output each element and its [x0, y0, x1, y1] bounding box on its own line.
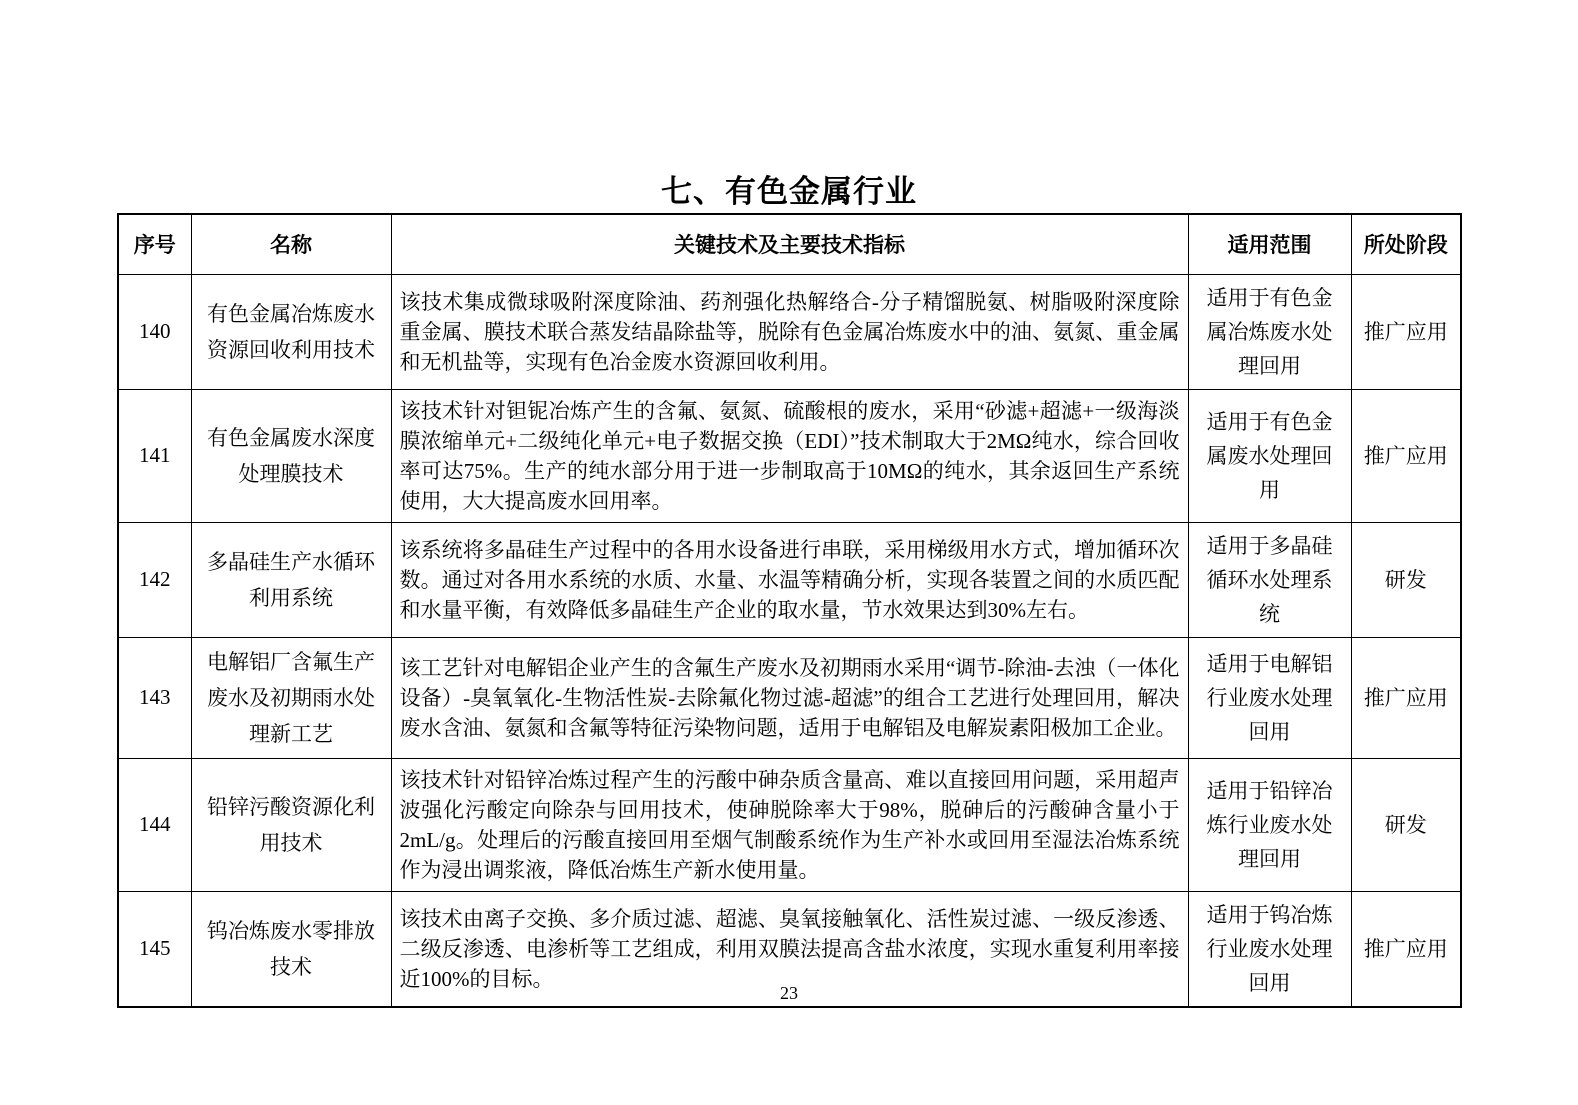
- row-number: 145: [118, 891, 191, 1007]
- table-row: [118, 758, 1461, 891]
- technology-description: 该技术针对铅锌冶炼过程产生的污酸中砷杂质含量高、难以直接回用问题，采用超声波强化污酸定向除杂与回用技术，使砷脱除率大于98%，脱砷后的污酸砷含量小于2mL/g。处理后的污酸直接回用至烟气制酸系统作为生产补水或回用至湿法冶炼系统作为浸出调浆液，降低冶炼生产新水使用量。: [391, 758, 1188, 891]
- technology-description: 该技术由离子交换、多介质过滤、超滤、臭氧接触氧化、活性炭过滤、一级反渗透、二级反渗透、电渗析等工艺组成，利用双膜法提高含盐水浓度，实现水重复利用率接近100%的目标。: [391, 891, 1188, 1007]
- applicable-scope: 适用于钨冶炼行业废水处理回用: [1188, 891, 1351, 1007]
- table-row: [118, 637, 1461, 758]
- applicable-scope: 适用于有色金属废水处理回用: [1188, 389, 1351, 522]
- technology-description: 该技术针对钽铌冶炼产生的含氟、氨氮、硫酸根的废水，采用“砂滤+超滤+一级海淡膜浓缩单元+二级纯化单元+电子数据交换（EDI）”技术制取大于2MΩ纯水，综合回收率可达75%。生产的纯水部分用于进一步制取高于10MΩ的纯水，其余返回生产系统使用，大大提高废水回用率。: [391, 389, 1188, 522]
- row-number: 142: [118, 522, 191, 637]
- row-number: 140: [118, 274, 191, 389]
- stage: 研发: [1351, 758, 1461, 891]
- stage: 推广应用: [1351, 891, 1461, 1007]
- technology-name: 有色金属废水深度处理膜技术: [191, 389, 391, 522]
- table-row: [118, 522, 1461, 637]
- row-number: 143: [118, 637, 191, 758]
- stage: 推广应用: [1351, 274, 1461, 389]
- header-tech: 关键技术及主要技术指标: [391, 214, 1188, 274]
- header-stage: 所处阶段: [1351, 214, 1461, 274]
- technology-name: 电解铝厂含氟生产废水及初期雨水处理新工艺: [191, 637, 391, 758]
- technology-name: 钨冶炼废水零排放技术: [191, 891, 391, 1007]
- technology-description: 该技术集成微球吸附深度除油、药剂强化热解络合-分子精馏脱氨、树脂吸附深度除重金属、膜技术联合蒸发结晶除盐等，脱除有色金属冶炼废水中的油、氨氮、重金属和无机盐等，实现有色冶金废水资源回收利用。: [391, 274, 1188, 389]
- table-row: [118, 389, 1461, 522]
- stage: 研发: [1351, 522, 1461, 637]
- row-number: 141: [118, 389, 191, 522]
- header-scope: 适用范围: [1188, 214, 1351, 274]
- technology-table: [117, 213, 1462, 1008]
- applicable-scope: 适用于有色金属冶炼废水处理回用: [1188, 274, 1351, 389]
- section-title: 七、有色金属行业: [661, 174, 917, 209]
- stage: 推广应用: [1351, 637, 1461, 758]
- stage: 推广应用: [1351, 389, 1461, 522]
- header-no: 序号: [118, 214, 191, 274]
- technology-name: 铅锌污酸资源化利用技术: [191, 758, 391, 891]
- applicable-scope: 适用于多晶硅循环水处理系统: [1188, 522, 1351, 637]
- table-header-row: [118, 214, 1461, 274]
- technology-description: 该系统将多晶硅生产过程中的各用水设备进行串联，采用梯级用水方式，增加循环次数。通过对各用水系统的水质、水量、水温等精确分析，实现各装置之间的水质匹配和水量平衡，有效降低多晶硅生产企业的取水量，节水效果达到30%左右。: [391, 522, 1188, 637]
- technology-name: 多晶硅生产水循环利用系统: [191, 522, 391, 637]
- header-name: 名称: [191, 214, 391, 274]
- applicable-scope: 适用于电解铝行业废水处理回用: [1188, 637, 1351, 758]
- technology-name: 有色金属冶炼废水资源回收利用技术: [191, 274, 391, 389]
- table-row: [118, 274, 1461, 389]
- row-number: 144: [118, 758, 191, 891]
- applicable-scope: 适用于铅锌冶炼行业废水处理回用: [1188, 758, 1351, 891]
- technology-description: 该工艺针对电解铝企业产生的含氟生产废水及初期雨水采用“调节-除油-去浊（一体化设备）-臭氧氧化-生物活性炭-去除氟化物过滤-超滤”的组合工艺进行处理回用，解决废水含油、氨氮和含氟等特征污染物问题，适用于电解铝及电解炭素阳极加工企业。: [391, 637, 1188, 758]
- page-number: 23: [780, 983, 798, 1003]
